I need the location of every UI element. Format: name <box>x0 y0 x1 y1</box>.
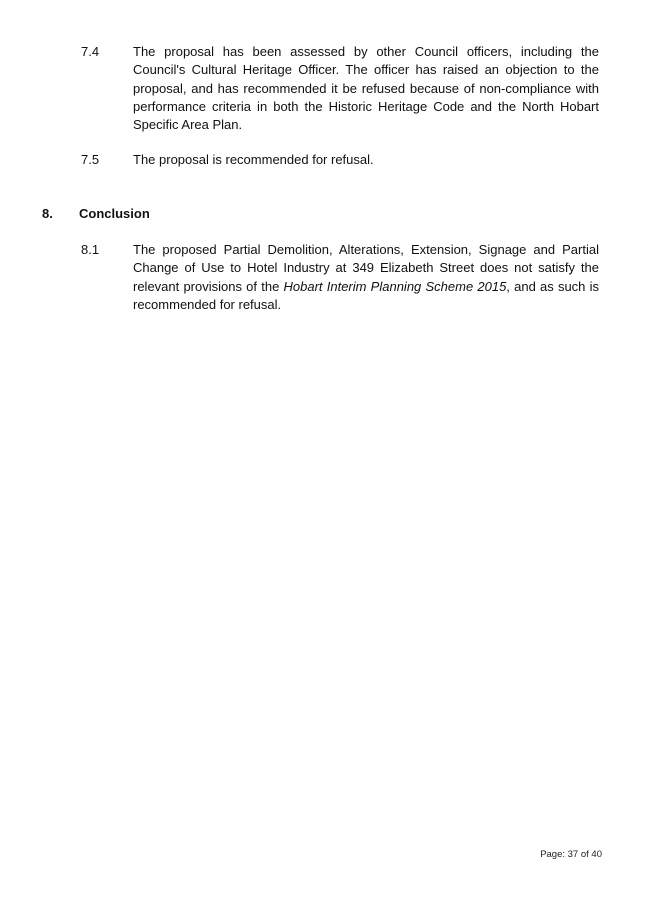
section-title: Conclusion <box>79 206 150 221</box>
paragraph-number: 8.1 <box>81 242 100 257</box>
paragraph-text: The proposal is recommended for refusal. <box>133 152 374 167</box>
paragraph-text-after: , and as such is recommended for refusal. <box>133 278 599 312</box>
paragraph-text: The proposal has been assessed by other Council officers, including the Council's Cultural Heritage Officer. The officer has raised an objection to the proposal, and has recommended it be refused because of non-compliance with performance criteria in both the Historic Heritage Code and the North Hobart Specific Area Plan. <box>133 44 599 133</box>
page-number: Page: 37 of 40 <box>540 849 602 860</box>
section-number: 8. <box>42 206 53 221</box>
paragraph-number: 7.5 <box>81 152 100 167</box>
scheme-title: Hobart Interim Planning Scheme 2015 <box>283 278 507 294</box>
paragraph-text-before: The proposed Partial Demolition, Alterations, Extension, Signage and Partial Change of Use to Hotel Industry at 349 Elizabeth Street does not satisfy the relevant provisions of the <box>133 242 599 294</box>
paragraph-text <box>133 241 599 314</box>
paragraph-number: 7.4 <box>81 44 100 59</box>
